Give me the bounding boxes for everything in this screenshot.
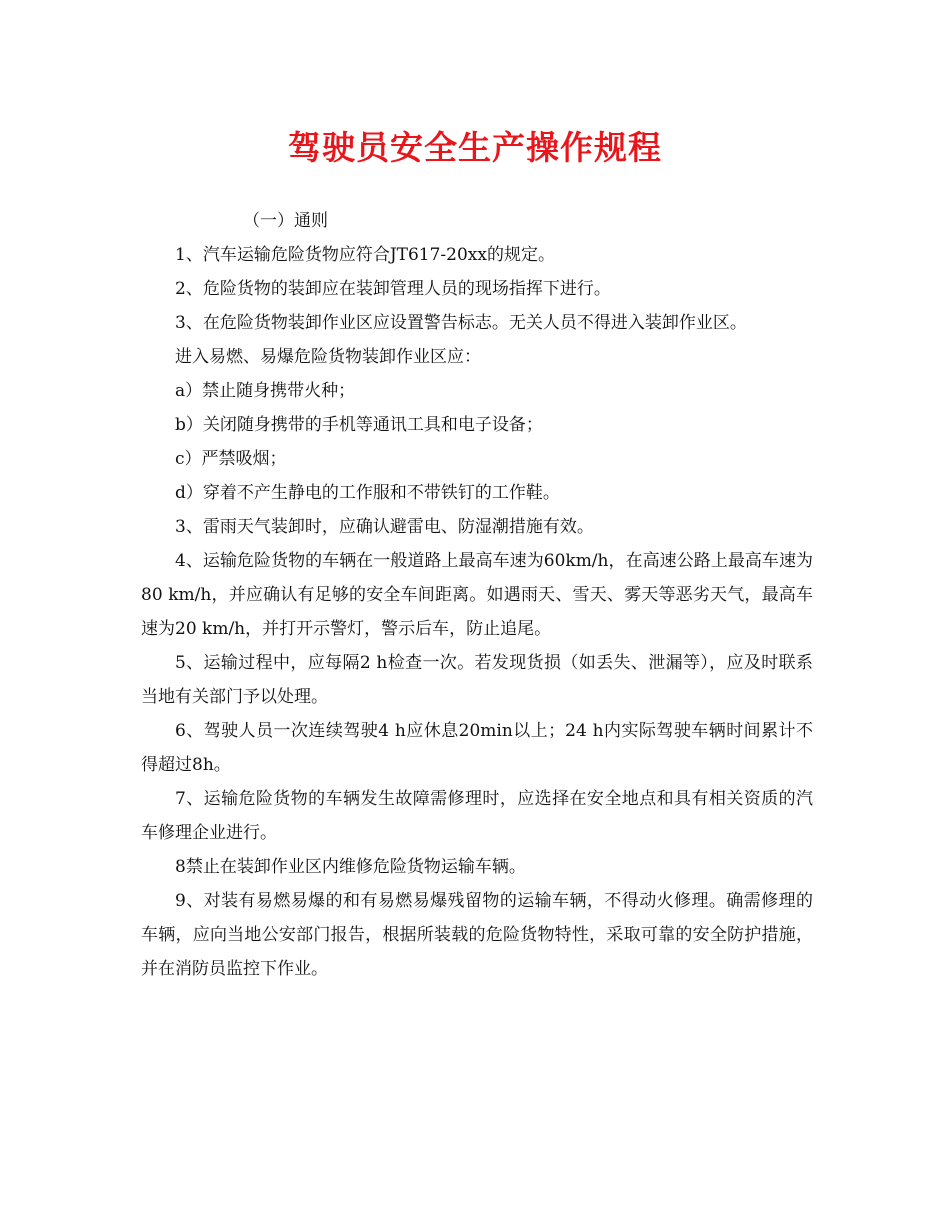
paragraph: 6、驾驶人员一次连续驾驶4 h应休息20min以上；24 h内实际驾驶车辆时间累计不得超过8h。: [141, 721, 813, 775]
document-title: 驾驶员安全生产操作规程: [288, 128, 662, 167]
section-heading: （一）通则: [243, 211, 328, 231]
paragraph: 4、运输危险货物的车辆在一般道路上最高车速为60km/h，在高速公路上最高车速为80 km/h，并应确认有足够的安全车间距离。如遇雨天、雪天、雾天等恶劣天气，最高车速为20 km/h，并打开示警灯，警示后车，防止追尾。: [141, 551, 813, 639]
paragraph: 3、雷雨天气装卸时，应确认避雷电、防湿潮措施有效。: [175, 517, 594, 537]
list-item: d）穿着不产生静电的工作服和不带铁钉的工作鞋。: [175, 483, 560, 503]
paragraph: 5、运输过程中，应每隔2 h检查一次。若发现货损（如丢失、泄漏等），应及时联系当地有关部门予以处理。: [141, 653, 813, 707]
paragraph: 进入易燃、易爆危险货物装卸作业区应：: [175, 347, 481, 367]
paragraph: 2、危险货物的装卸应在装卸管理人员的现场指挥下进行。: [175, 279, 611, 299]
list-item: c）严禁吸烟；: [175, 449, 287, 469]
list-item: a）禁止随身携带火种；: [175, 381, 356, 401]
list-item: b）关闭随身携带的手机等通讯工具和电子设备；: [175, 415, 543, 435]
paragraph: 7、运输危险货物的车辆发生故障需修理时，应选择在安全地点和具有相关资质的汽车修理企业进行。: [141, 789, 813, 843]
document-body: [141, 204, 813, 986]
paragraph: 1、汽车运输危险货物应符合JT617-20xx的规定。: [175, 245, 555, 265]
paragraph: 9、对装有易燃易爆的和有易燃易爆残留物的运输车辆，不得动火修理。确需修理的车辆，应向当地公安部门报告，根据所装载的危险货物特性，采取可靠的安全防护措施，并在消防员监控下作业。: [141, 891, 813, 979]
paragraph: 8禁止在装卸作业区内维修危险货物运输车辆。: [175, 857, 526, 877]
paragraph: 3、在危险货物装卸作业区应设置警告标志。无关人员不得进入装卸作业区。: [175, 313, 747, 333]
